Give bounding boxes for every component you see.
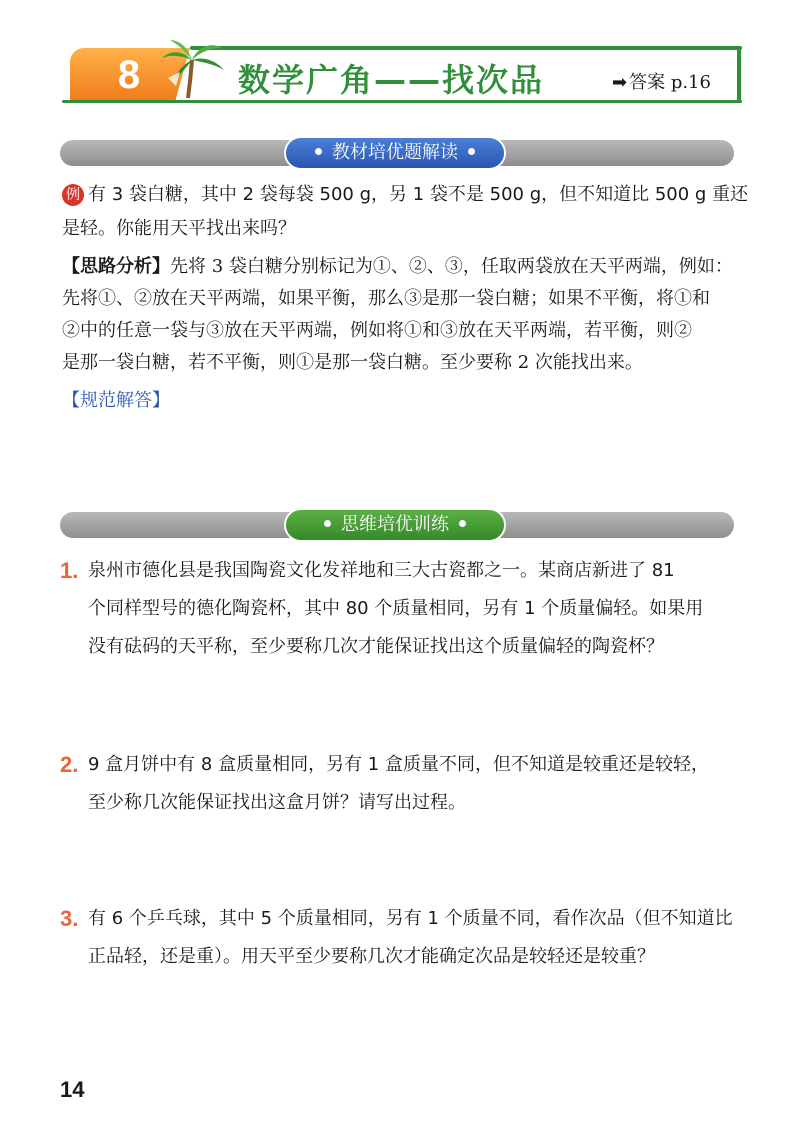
analysis-text: 先将 3 袋白糖分别标记为①、②、③，任取两袋放在天平两端，例如： <box>170 256 733 277</box>
example-line-2: 是轻。你能用天平找出来吗？ <box>62 218 296 239</box>
answer-reference-text: 答案 p.16 <box>629 72 711 93</box>
example-text: 有 3 袋白糖，其中 2 袋每袋 500 g，另 1 袋不是 500 g，但不知道比 500 g 重还 <box>88 184 749 205</box>
answer-label: 【规范解答】 <box>62 390 170 411</box>
dot-icon <box>468 148 475 155</box>
header-rule-end <box>737 46 741 102</box>
question-3-line-1: 有 6 个乒乓球，其中 5 个质量相同，另有 1 个质量不同，看作次品（但不知道比 <box>88 908 733 929</box>
question-number-2: 2. <box>60 752 79 777</box>
analysis-line-1 <box>62 252 733 282</box>
question-1-line-3: 没有砝码的天平称，至少要称几次才能保证找出这个质量偏轻的陶瓷杯？ <box>88 636 664 657</box>
analysis-line-3: ②中的任意一袋与③放在天平两端，例如将①和③放在天平两端，若平衡，则② <box>62 320 692 341</box>
analysis-line-4: 是那一袋白糖，若不平衡，则①是那一袋白糖。至少要称 2 次能找出来。 <box>62 352 643 373</box>
page-number: 14 <box>60 1077 85 1102</box>
question-2-line-2: 至少称几次能保证找出这盒月饼？请写出过程。 <box>88 792 466 813</box>
analysis-label: 【思路分析】 <box>62 256 170 277</box>
question-1-line-1: 泉州市德化县是我国陶瓷文化发祥地和三大古瓷都之一。某商店新进了 81 <box>88 560 675 581</box>
palm-tree-icon <box>158 38 228 100</box>
section-label-textbook <box>286 138 504 168</box>
example-line-1 <box>62 180 748 210</box>
dot-icon <box>459 520 466 527</box>
arrow-right-icon: ➡ <box>612 72 628 93</box>
section-label-training <box>286 510 504 540</box>
example-badge: 例 <box>62 184 84 206</box>
dot-icon <box>324 520 331 527</box>
question-1-line-2: 个同样型号的德化陶瓷杯，其中 80 个质量相同，另有 1 个质量偏轻。如果用 <box>88 598 704 619</box>
question-number-3: 3. <box>60 906 79 931</box>
header-rule <box>190 46 742 50</box>
section-label-text: 教材培优题解读 <box>332 142 458 163</box>
dot-icon <box>315 148 322 155</box>
chapter-title: 数学广角——找次品 <box>238 61 545 99</box>
question-number-1: 1. <box>60 558 79 583</box>
chapter-number: 8 <box>117 53 141 97</box>
analysis-line-2: 先将①、②放在天平两端，如果平衡，那么③是那一袋白糖；如果不平衡，将①和 <box>62 288 710 309</box>
question-3-line-2: 正品轻，还是重）。用天平至少要称几次才能确定次品是较轻还是较重？ <box>88 946 655 967</box>
answer-reference <box>612 70 711 96</box>
header-bottom-rule <box>62 100 742 103</box>
question-2-line-1: 9 盒月饼中有 8 盒质量相同，另有 1 盒质量不同，但不知道是较重还是较轻， <box>88 754 709 775</box>
section-label-text: 思维培优训练 <box>341 514 449 535</box>
